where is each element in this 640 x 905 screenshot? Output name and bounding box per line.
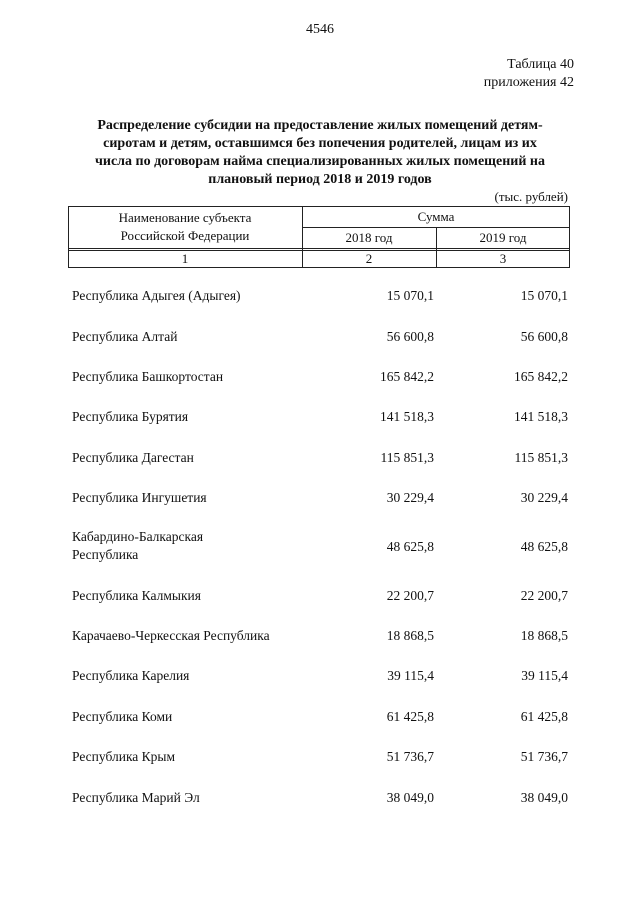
header-mid-border bbox=[68, 248, 570, 249]
row-value-2018: 15 070,1 bbox=[386, 288, 434, 303]
row-region-name: Республика Калмыкия bbox=[72, 588, 201, 603]
row-value-2019: 165 842,2 bbox=[514, 369, 568, 384]
row-value-2019: 39 115,4 bbox=[521, 668, 568, 683]
table-reference-line1: Таблица 40 bbox=[507, 57, 574, 72]
header-name-cell bbox=[68, 209, 302, 245]
row-value-2018: 22 200,7 bbox=[386, 588, 434, 603]
row-value-2018: 38 049,0 bbox=[386, 790, 434, 805]
row-value-2019: 56 600,8 bbox=[520, 329, 568, 344]
header-name-line1: Наименование субъекта bbox=[118, 210, 252, 225]
page-number: 4546 bbox=[306, 22, 334, 37]
row-value-2018: 39 115,4 bbox=[387, 668, 434, 683]
title-line3: числа по договорам найма специализированных жилых помещений на bbox=[95, 154, 545, 169]
row-region-name: Республика Бурятия bbox=[72, 409, 189, 424]
row-region-name-line1: Кабардино-Балкарская bbox=[72, 529, 204, 544]
title-line1: Распределение субсидии на предоставление жилых помещений детям- bbox=[97, 118, 543, 133]
row-region-name: Карачаево-Черкесская Республика bbox=[72, 628, 270, 643]
title-line4: плановый период 2018 и 2019 годов bbox=[208, 172, 432, 187]
row-value-2019: 30 229,4 bbox=[520, 490, 568, 505]
row-value-2018: 61 425,8 bbox=[386, 709, 434, 724]
row-region-name: Республика Карелия bbox=[72, 668, 190, 683]
header-col-number-2: 2 bbox=[365, 251, 373, 266]
row-value-2019: 61 425,8 bbox=[520, 709, 568, 724]
row-region-name: Республика Адыгея (Адыгея) bbox=[72, 288, 241, 303]
row-value-2018: 48 625,8 bbox=[386, 539, 434, 554]
row-value-2018: 51 736,7 bbox=[386, 749, 434, 764]
row-value-2018: 141 518,3 bbox=[380, 409, 434, 424]
row-value-2018: 56 600,8 bbox=[386, 329, 434, 344]
row-region-name: Республика Ингушетия bbox=[72, 490, 207, 505]
header-year-2019: 2019 год bbox=[479, 230, 527, 245]
row-value-2019: 22 200,7 bbox=[520, 588, 568, 603]
row-region-name: Республика Коми bbox=[72, 709, 173, 724]
header-top-border bbox=[68, 206, 570, 207]
row-region-name: Республика Дагестан bbox=[72, 450, 194, 465]
row-region-name: Республика Крым bbox=[72, 749, 176, 764]
row-value-2019: 115 851,3 bbox=[514, 450, 568, 465]
title-line2: сиротам и детям, оставшимся без попечения родителей, лицам из их bbox=[103, 136, 537, 151]
table-reference bbox=[484, 56, 574, 92]
row-value-2019: 18 868,5 bbox=[520, 628, 568, 643]
row-region-name bbox=[72, 528, 302, 564]
row-value-2018: 115 851,3 bbox=[380, 450, 434, 465]
table-reference-line2: приложения 42 bbox=[483, 75, 574, 90]
row-value-2019: 15 070,1 bbox=[520, 288, 568, 303]
row-region-name: Республика Марий Эл bbox=[72, 790, 200, 805]
header-name-line2: Российской Федерации bbox=[120, 228, 250, 243]
unit-note: (тыс. рублей) bbox=[494, 189, 568, 204]
row-value-2019: 48 625,8 bbox=[520, 539, 568, 554]
header-sum: Сумма bbox=[417, 209, 455, 224]
row-value-2018: 18 868,5 bbox=[386, 628, 434, 643]
table-header bbox=[68, 206, 570, 268]
header-year-2018: 2018 год bbox=[345, 230, 393, 245]
row-value-2018: 165 842,2 bbox=[380, 369, 434, 384]
row-region-name: Республика Башкортостан bbox=[72, 369, 224, 384]
row-value-2019: 141 518,3 bbox=[514, 409, 568, 424]
row-value-2018: 30 229,4 bbox=[386, 490, 434, 505]
header-col-number-1: 1 bbox=[181, 251, 189, 266]
header-col-number-3: 3 bbox=[499, 251, 507, 266]
row-value-2019: 51 736,7 bbox=[520, 749, 568, 764]
row-region-name-line2: Республика bbox=[72, 547, 139, 562]
document-title bbox=[70, 117, 570, 189]
row-value-2019: 38 049,0 bbox=[520, 790, 568, 805]
row-region-name: Республика Алтай bbox=[72, 329, 178, 344]
